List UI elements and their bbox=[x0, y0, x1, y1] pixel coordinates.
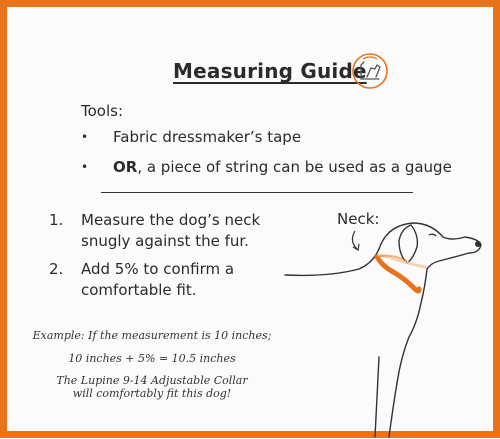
step-number: 1. bbox=[49, 211, 64, 229]
example-line: 10 inches + 5% = 10.5 inches bbox=[68, 352, 236, 365]
example-line: will comfortably fit this dog! bbox=[72, 387, 232, 400]
divider bbox=[101, 192, 413, 193]
bullet-icon: • bbox=[81, 130, 89, 144]
example-note bbox=[27, 329, 277, 400]
page-title: Measuring Guide bbox=[173, 59, 367, 83]
neck-label: Neck: bbox=[337, 210, 380, 228]
tool-item-emphasis: OR bbox=[113, 158, 138, 176]
tools-label: Tools: bbox=[81, 102, 124, 120]
dog-illustration bbox=[279, 207, 499, 439]
example-line: Example: If the measurement is 10 inches; bbox=[32, 329, 272, 342]
bullet-icon: • bbox=[81, 160, 89, 174]
step-number: 2. bbox=[49, 260, 64, 278]
step-text: Measure the dog’s neck snugly against the fur. bbox=[81, 211, 261, 250]
example-line: The Lupine 9-14 Adjustable Collar bbox=[56, 374, 248, 387]
tool-item-rest: , a piece of string can be used as a gauge bbox=[137, 158, 452, 176]
dog-logo-icon bbox=[349, 50, 391, 92]
step-text: Add 5% to confirm a comfortable fit. bbox=[81, 260, 235, 299]
tool-item-text: Fabric dressmaker’s tape bbox=[113, 128, 302, 146]
tool-item-text bbox=[113, 158, 452, 176]
